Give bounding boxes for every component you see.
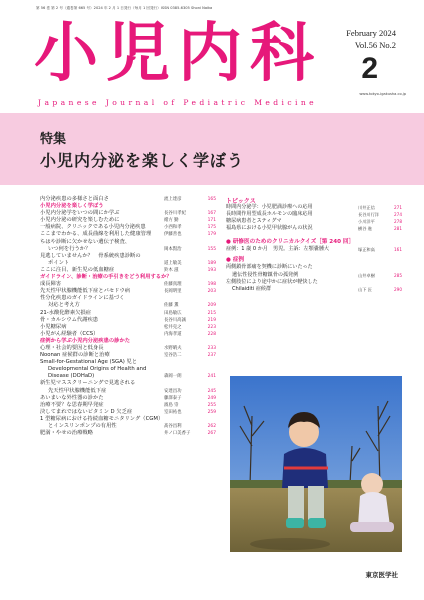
toc-entry [40,409,216,416]
entry-title: Chilaiditi 症候群 [232,285,272,292]
entry-title: 新生児マススクリーニングで見逃される [40,380,136,387]
right-column [226,196,402,293]
toc-section-heading [40,338,216,345]
toc-entry [40,388,216,395]
topics-label: トピックス [226,198,256,205]
entry-page: 278 [394,219,402,225]
entry-title: 小児糖尿病 [40,323,67,330]
entry-title: 見逃していませんか？ 骨系統疾患診断の [40,252,141,259]
entry-author: 山下 匠 [358,286,372,292]
quiz-label: ● 研修医のためのクリニカルクイズ［第 240 回］ [226,239,355,246]
entry-title: ポイント [48,259,70,266]
entry-author: 藤澤泰子 [164,395,182,401]
toc-entry [40,246,216,253]
entry-author: 山井卓樹 [358,272,375,278]
entry-page: 155 [207,246,216,252]
entry-title: 治療不要？な思春期早発症 [40,401,104,408]
entry-author: 室谷浩二 [164,353,182,359]
entry-title: 心理・社会的要因と低身長 [40,344,104,351]
entry-author: 横谷 進 [358,226,372,232]
toc-entry [226,225,402,232]
entry-author: 川井正信 [358,205,375,210]
entry-page: 249 [207,395,216,401]
entry-author: 井ノ口美香子 [164,431,191,437]
toc-entry [40,416,216,423]
entry-author: 長岡明里 [164,289,182,295]
entry-author: 緒方 勤 [164,218,179,224]
issue-volume: Vol.56 No.2 [354,40,396,50]
entry-page: 209 [207,303,216,309]
entry-page: 285 [394,272,402,278]
journal-title-jp: 小児内科 [34,17,322,91]
entry-page: 189 [207,260,216,266]
entry-author: 小西和孝 [164,225,182,231]
entry-title: 時間内分泌学：小児肥満診療への応用 [226,204,313,210]
entry-title: 先天性甲状腺機能低下症 [48,387,107,394]
entry-page: 223 [207,324,216,330]
entry-title: 福島県における小児甲状腺がんの状況 [226,225,313,232]
toc-entry [40,345,216,352]
entry-author: 佐藤 薫 [164,303,179,309]
entry-author: 長谷川高誠 [164,317,186,323]
entry-title: 1 型糖尿病における持続血糖モニタリング（CGM） [40,415,164,422]
entry-page: 281 [394,226,402,232]
issue-month: February 2024 [346,28,396,38]
entry-page: 259 [207,409,216,415]
toc-entry [226,272,402,279]
entry-page: 179 [207,232,216,238]
entry-title: いつ何を行うか？ [48,245,91,252]
entry-author: 内海孝道 [164,331,182,337]
entry-author: 伊藤善也 [164,232,182,238]
entry-author: 安達昌功 [164,388,182,394]
toc-entry [40,366,216,373]
entry-title: Disease (DOHaD) [48,373,95,380]
entry-author: 髙谷昌利 [164,424,182,429]
issue-number: 2 [361,52,378,85]
toc-entry [40,324,216,331]
entry-title: 小児内分泌を楽しく学ぼう [40,203,104,210]
entry-author: 室田祐也 [164,409,182,415]
entry-title: 小児がん経験者（CCS） [40,330,99,337]
toc-entry [40,380,216,387]
entry-page: 274 [394,212,402,218]
quiz-author: 塚正和高 [358,247,375,253]
children-photo-illustration [230,376,402,552]
entry-title: 一般病院、クリニックである小児内分泌疾患 [40,224,146,231]
entry-title: ここに注目、新生児の低血糖症 [40,266,115,273]
entry-title: 対応と考え方 [48,302,80,309]
toc-entry [40,260,216,267]
toc-entry [40,402,216,409]
entry-author: 道上敏美 [164,260,182,266]
entry-page: 198 [207,282,216,288]
entry-page: 167 [207,211,216,217]
entry-page: 228 [207,331,216,337]
entry-author: 長谷川行洋 [358,212,379,218]
entry-title: ここまでわかる、成長曲線を利用した健康管理 [40,231,152,238]
toc-section-heading [40,274,216,281]
toc-entry [40,359,216,366]
entry-title: Small-for-Gestational Age (SGA) 児と [40,359,138,366]
entry-title: Developmental Origins of Health and [48,366,147,373]
entry-page: 241 [207,374,216,380]
entry-title: 先天性甲状腺機能低下症とバセドウ病 [40,288,131,295]
entry-author: 岡本賢治 [164,246,182,252]
entry-author: 森岡一朗 [164,374,182,380]
entry-author: 佐藤真理 [164,282,182,288]
entry-page: 233 [207,345,216,351]
publisher-url: www.tokyo-igakusha.co.jp [359,92,406,96]
entry-page: 193 [207,267,216,273]
entry-author: 松井克之 [164,324,182,330]
entry-page: 290 [394,286,402,292]
entry-title: 骨・カルシウム代謝疾患 [40,316,99,323]
toc-entry [226,279,402,286]
entry-page: 237 [207,353,216,359]
entry-title: 成長障害 [40,281,62,288]
entry-title: 症例から学ぶ小児内分泌疾患の診かた [40,337,131,344]
feature-title: 小児内分泌を楽しく学ぼう [40,151,245,170]
issue-meta-line: 第 56 巻 第 2 号（通巻第 665 号）2024 年 2 月 1 日発行（毎月 1 回発行）ISSN 0385-6305 Shoni Naika [36,6,213,10]
entry-title: 肥満・やせの治療戦略 [40,430,93,437]
entry-title: 21-水酸化酵素欠損症 [40,309,92,316]
journal-title-en: Japanese Journal of Pediatric Medicine [38,98,318,107]
toc-entry [40,317,216,324]
entry-title: あいまいな外性器の診かた [40,394,104,401]
quiz-page: 161 [394,247,402,253]
entry-title: 遺伝性侵性骨糖鎮骨の孤発例 [232,271,299,278]
entry-title: 小児内分泌学をいつの間にか学ぶ [40,210,120,217]
toc-entry [40,430,216,437]
entry-page: 175 [207,225,216,231]
entry-author: 田島敏広 [164,310,182,316]
quiz-text: 症例：1 歳 0 か月 男児。主訴：左顎嚢腫大 [226,246,330,253]
toc-entry [226,286,402,293]
entry-page: 271 [394,205,402,210]
cases-list [226,264,402,292]
publisher-name: 東京医学社 [365,571,398,579]
entry-title: 内分泌疾患の多様さと面白さ [40,196,109,202]
toc-entry [226,264,402,271]
entry-author: 鈴木 滋 [164,267,179,273]
entry-title: 糖尿病患者とスティグマ [226,218,282,225]
feature-label: 特集 [40,132,67,147]
entry-title: ガイドライン、診断・治療の手引きをどう利用するか？ [40,274,172,281]
entry-page: 245 [207,388,216,394]
toc-entry [40,267,216,274]
entry-title: ちはや診断に欠かせない遺伝子検査、 [40,238,131,245]
entry-title: 決してまれではないビタミン D 欠乏症 [40,408,133,415]
entry-title: 両側鎖骨部痛を契機に診断にいたった [226,264,313,271]
toc-entry [40,395,216,402]
table-of-contents [40,196,216,437]
cover-photo [230,376,402,552]
entry-page: 215 [207,310,216,316]
topics-list [226,204,402,232]
entry-page: 171 [207,218,216,224]
entry-title: 長時間作用型成長ホルモンの臨床応用 [226,211,313,218]
entry-page: 255 [207,402,216,408]
entry-page: 267 [207,431,216,437]
toc-entry [40,310,216,317]
entry-author: 小川洋平 [358,219,375,225]
toc-entry [40,331,216,338]
toc-entry [40,302,216,309]
cases-label: ● 症例 [226,257,245,264]
entry-author: 濱島 崇 [164,402,179,408]
toc-entry [40,231,216,238]
entry-author: 流上達彦 [164,197,182,202]
toc-entry [40,239,216,246]
entry-title: とインスリンポンプの有用性 [48,423,117,429]
toc-entry [40,253,216,260]
entry-page: 219 [207,317,216,323]
entry-page: 203 [207,289,216,295]
entry-author: 水野晴夫 [164,345,182,351]
entry-title: 左側肢位により途中かに症状が軽快した [226,278,318,285]
quiz-row [226,246,402,253]
entry-title: 性分化疾患のガイドラインに基づく [40,295,125,302]
entry-title: Noonan 症候群の診断と治療 [40,352,110,359]
entry-page: 262 [207,424,216,429]
entry-author: 長谷川孝紀 [164,211,186,217]
entry-page: 165 [207,197,216,202]
entry-title: 小児内分泌の研究を楽しむために [40,217,120,224]
